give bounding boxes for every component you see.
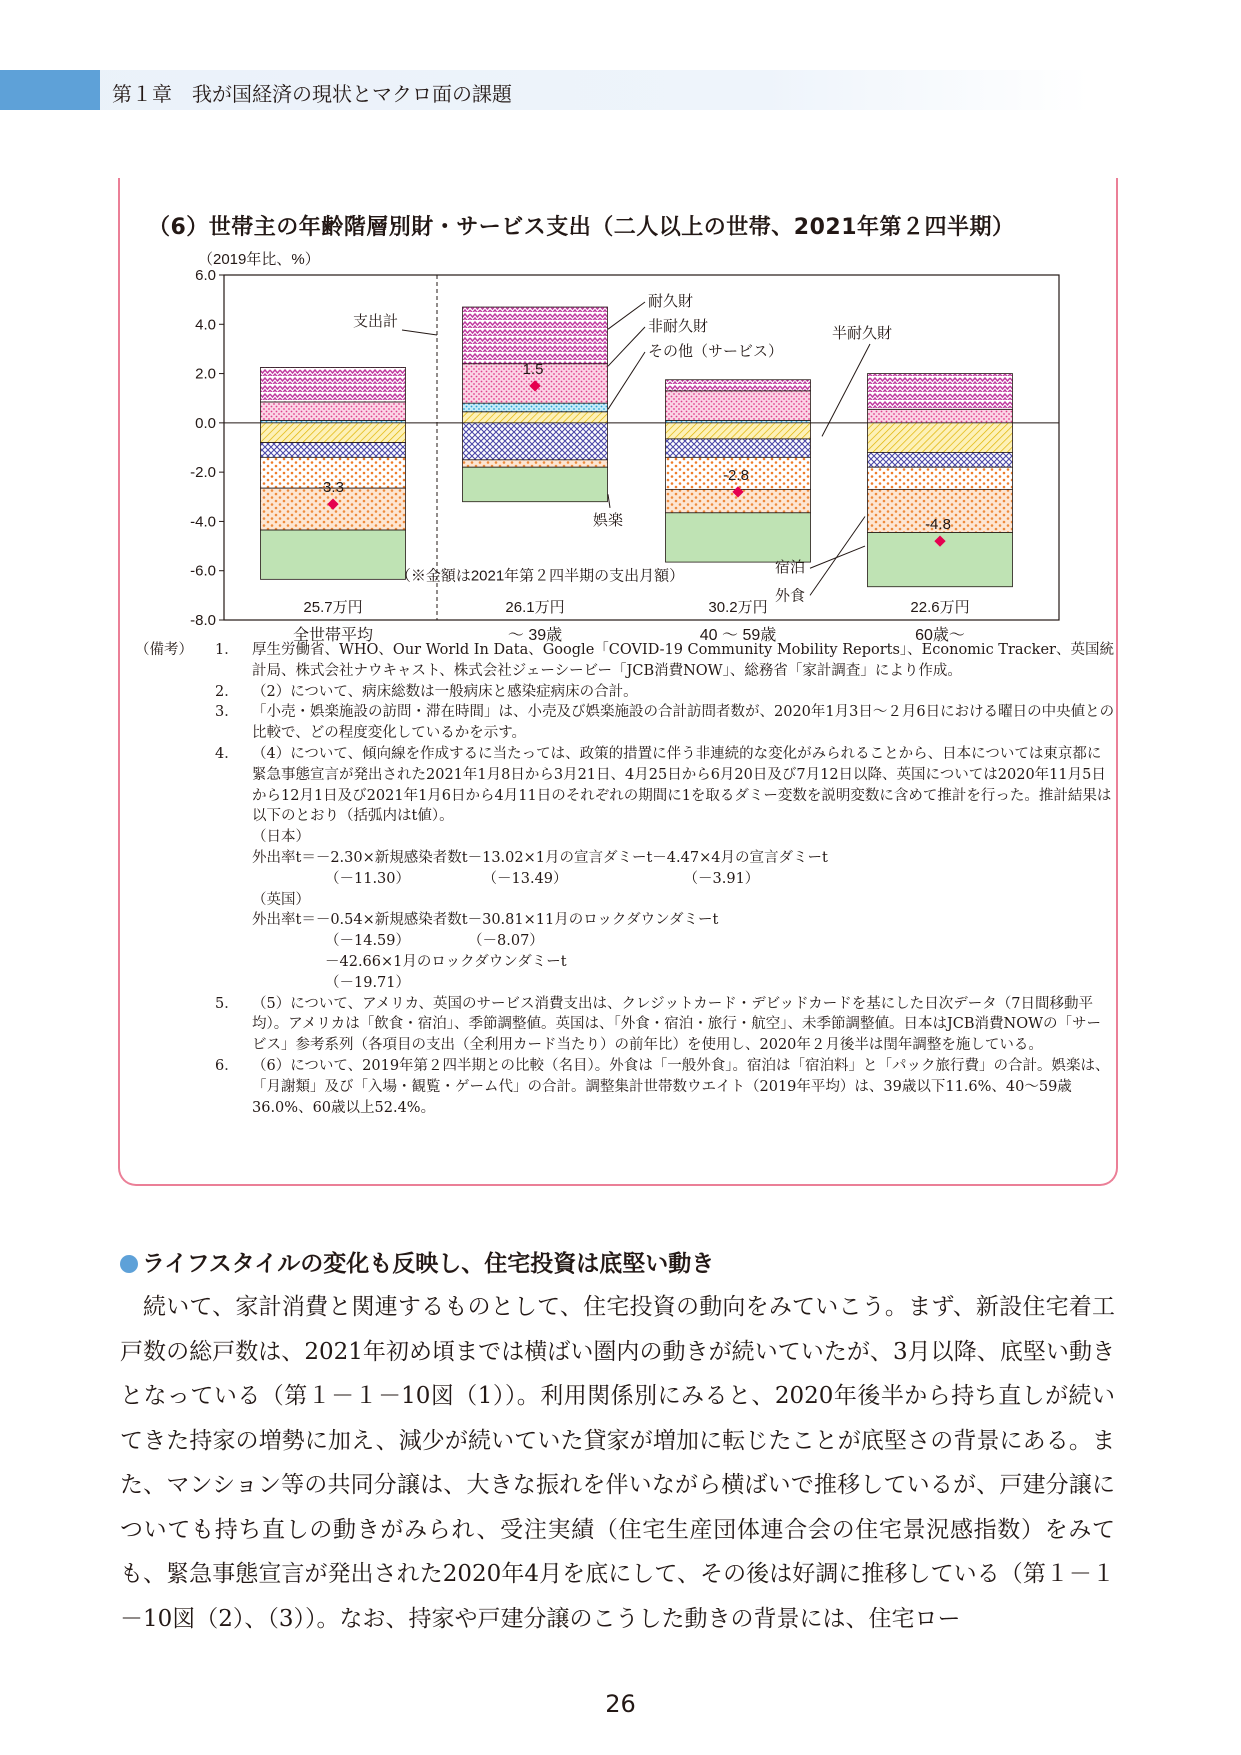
bar-segment [666,423,811,439]
bar-segment [868,467,1013,489]
japan-label: （日本） [252,829,310,846]
amounts-note: （※金額は2021年第２四半期の支出月額） [395,567,685,585]
note-item-2 [135,702,1115,744]
annotation-eating-out-leader [810,517,865,596]
y-tick-label: -8.0 [190,612,216,629]
note-text: 「小売・娯楽施設の訪問・滞在時間」は、小売及び娯楽施設の合計訪問者数が、2020年1月3日～２月6日における曜日の中央値との比較で、どの程度変化しているかを示す。 [252,704,1115,742]
annotation-eating-out: 外食 [774,587,805,605]
annotation-total: 支出計 [352,313,398,330]
uk-label: （英国） [252,891,310,908]
note-number: 5． [215,995,239,1012]
y-tick-label: 4.0 [195,316,216,334]
bar-segment [666,513,811,562]
uk-tvalues: （－14.59） （－8.07） [325,933,544,950]
y-tick-label: -6.0 [190,562,216,580]
page-number: 26 [605,1690,636,1718]
annotation-total-leader [402,330,437,335]
bar-segment [261,530,406,579]
category-label: ～ 39歳 [507,627,563,644]
notes-block [135,640,1115,1118]
bar-segment [463,423,608,460]
note-text: （5）について、アメリカ、英国のサービス消費支出は、クレジットカード・デビッドカードを基にした日次データ（7日間移動平均）。アメリカは「飲食・宿泊」、季節調整値。英国は、「外食・宿泊・旅行・航空」、未季節調整値。日本はJCB消費NOWの「サービス」参考系列（各項目の支出（全利用カード当たり）の前年比）を使用し、2020年２月後半は閏年調整を施している。 [252,995,1102,1054]
amount-label: 26.1万円 [505,599,565,616]
bar-segment [868,423,1013,453]
y-tick-label: 2.0 [195,365,216,383]
total-label: -3.3 [318,479,344,497]
bar-segment [261,402,406,420]
y-tick-label: 6.0 [195,267,216,284]
note-text: （6）について、2019年第２四半期との比較（名目）。外食は「一般外食」。宿泊は「宿泊料」と「パック旅行費」の合計。娯楽は、「月謝類」及び「入場・観覧・ゲーム代」の合計。調整集計世帯数ウエイト（2019年平均）は、39歳以下11.6%、40～59歳36.0%、60歳以上52.4%。 [252,1057,1110,1116]
bar-segment [261,367,406,402]
note-number: 6． [215,1057,239,1074]
note-item-3 [135,744,1115,827]
amount-label: 25.7万円 [303,599,363,616]
bar-segment [463,460,608,467]
annotation-lodging-leader [810,546,865,568]
bar-segment [261,423,406,443]
annotation-nondurable: 非耐久財 [648,318,709,335]
note-number: 1． [215,642,239,658]
figure-title: （6）世帯主の年齢階層別財・サービス支出（二人以上の世帯、2021年第２四半期） [148,215,1015,240]
y-unit-label: （2019年比、%） [198,251,320,268]
note-item-1 [135,682,1115,703]
header-accent [0,70,100,110]
category-label: 全世帯平均 [292,627,374,644]
uk-formula: 外出率t＝－0.54×新規感染者数t－30.81×11月のロックダウンダミーt [252,912,719,929]
bar-segment [868,452,1013,467]
notes-head: （備考） [135,642,193,658]
bar-segment [666,439,811,457]
bar-segment [868,409,1013,423]
bullet-dot-icon [120,1255,138,1273]
section-heading-text: ライフスタイルの変化も反映し、住宅投資は底堅い動き [142,1251,715,1277]
note-number: 2． [215,683,239,700]
uk-formula-2: －42.66×1月のロックダウンダミーt [325,953,567,970]
note-text: （2）について、病床総数は一般病床と感染症病床の合計。 [252,683,638,700]
stacked-bar-chart [130,240,1110,644]
chapter-title: 第１章 我が国経済の現状とマクロ面の課題 [112,82,512,106]
annotation-durable-leader [608,302,645,329]
note-item-0 [135,994,1115,1056]
amount-label: 22.6万円 [910,599,970,616]
amount-label: 30.2万円 [708,599,768,616]
category-label: 60歳～ [915,627,965,644]
bar-segment [666,391,811,421]
note-text: （4）について、傾向線を作成するに当たっては、政策的措置に伴う非連続的な変化がみられることから、日本については東京都に緊急事態宣言が発出された2021年1月8日から3月21日、4月25日から6月20日及び7月12日以降、英国については2020年11月5日から12月1日及び2021年1月6日から4月11日のそれぞれの期間に1を取るダミー変数を説明変数に含めて推計を行った。推計結果は以下のとおり（括弧内はt値）。 [252,745,1112,825]
total-label: 1.5 [522,360,544,378]
annotation-durable: 耐久財 [648,293,694,310]
note-text: 厚生労働省、WHO、Our World In Data、Google「COVID-19 Community Mobility Reports」、Economic Tracker、英国統計局、株式会社ナウキャスト、株式会社ジェーシービー「JCB消費NOW」、総務省「家計調査」により作成。 [252,642,1114,679]
chapter-header [0,70,1090,110]
uk-tvalues-2: （－19.71） [325,974,411,991]
total-label: -2.8 [723,466,749,484]
note-number: 4． [215,745,239,762]
bar-segment [463,307,608,364]
total-label: -4.8 [925,516,951,534]
y-tick-label: 0.0 [195,414,216,432]
body-text [120,1285,1115,1641]
note-item-0 [135,640,1115,682]
section-heading [120,1245,714,1278]
japan-formula: 外出率t＝－2.30×新規感染者数t－13.02×1月の宣言ダミーt－4.47×4月の宣言ダミーt [252,849,828,866]
bar-segment [666,380,811,391]
japan-tvalues: （－11.30） （－13.49） （－3.91） [325,870,760,887]
annotation-recreation-leader [608,494,610,508]
bar-segment [868,374,1013,410]
bar-segment [463,403,608,412]
y-tick-label: -2.0 [190,464,216,482]
annotation-recreation: 娯楽 [592,512,624,530]
note-number: 3． [215,704,239,721]
y-tick-label: -4.0 [190,513,216,531]
annotation-semidurable: 半耐久財 [831,325,893,342]
annotation-other-services: その他（サービス） [648,343,784,360]
note-item-1 [135,1056,1115,1118]
bar-segment [261,443,406,458]
body-paragraph: 続いて、家計消費と関連するものとして、住宅投資の動向をみていこう。まず、新設住宅着工戸数の総戸数は、2021年初め頃までは横ばい圏内の動きが続いていたが、3月以降、底堅い動きとなっている（第１－１－10図（1））。利用関係別にみると、2020年後半から持ち直しが続いてきた持家の増勢に加え、減少が続いていた貸家が増加に転じたことが底堅さの背景にある。また、マンション等の共同分譲は、大きな振れを伴いながら横ばいで推移しているが、戸建分譲についても持ち直しの動きがみられ、受注実績（住宅生産団体連合会の住宅景況感指数）をみても、緊急事態宣言が発出された2020年4月を底にして、その後は好調に推移している（第１－１－10図（2）、（3））。なお、持家や戸建分譲のこうした動きの背景には、住宅ロー [120,1294,1115,1632]
category-label: 40 ～ 59歳 [699,627,777,644]
bar-segment [463,467,608,502]
annotation-lodging: 宿泊 [774,558,805,576]
bar-segment [463,412,608,423]
